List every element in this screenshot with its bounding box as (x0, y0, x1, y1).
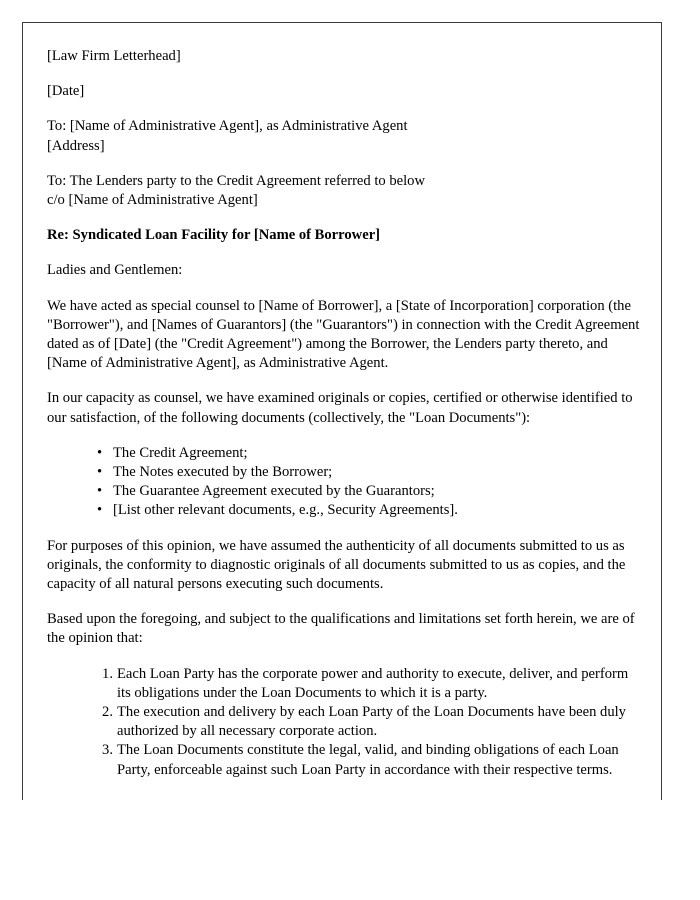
opinions-list (47, 665, 641, 780)
list-item: • [List other relevant documents, e.g., Security Agreements]. (97, 501, 641, 520)
addressee-lenders-line-2: c/o [Name of Administrative Agent] (47, 192, 258, 209)
loan-documents-list (47, 444, 641, 521)
addressee-agent-line-1: To: [Name of Administrative Agent], as Administrative Agent (47, 118, 408, 135)
list-item: • The Notes executed by the Borrower; (97, 463, 641, 482)
document-content (47, 47, 641, 796)
list-item: The Loan Documents constitute the legal, valid, and binding obligations of each Loan Party, enforceable against such Loan Party in accordance with their respective terms. (117, 742, 619, 778)
addressee-agent-line-2: [Address] (47, 137, 105, 154)
list-item: • The Credit Agreement; (97, 444, 641, 463)
addressee-block-lenders (47, 172, 641, 210)
body-paragraph-assumptions: For purposes of this opinion, we have assumed the authenticity of all documents submitted to us as originals, the conformity to diagnostic originals of all documents submitted to us as copies, and the capacity of all natural persons executing such documents. (47, 537, 626, 593)
addressee-block-agent (47, 117, 641, 155)
subject-line: Re: Syndicated Loan Facility for [Name of Borrower] (47, 227, 381, 244)
document-page (22, 22, 662, 800)
salutation: Ladies and Gentlemen: (47, 262, 183, 279)
list-item: Each Loan Party has the corporate power and authority to execute, deliver, and perform its obligations under the Loan Documents to which it is a party. (117, 665, 629, 701)
list-item: The execution and delivery by each Loan Party of the Loan Documents have been duly authorized by all necessary corporate action. (117, 704, 626, 740)
date-placeholder: [Date] (47, 83, 85, 100)
body-paragraph-documents-examined: In our capacity as counsel, we have examined originals or copies, certified or otherwise identified to our satisfaction, of the following documents (collectively, the "Loan Documents"): (47, 390, 633, 426)
addressee-lenders-line-1: To: The Lenders party to the Credit Agreement referred to below (47, 172, 426, 189)
body-paragraph-opinion-intro: Based upon the foregoing, and subject to the qualifications and limitations set forth herein, we are of the opinion that: (47, 611, 635, 647)
list-item: • The Guarantee Agreement executed by the Guarantors; (97, 482, 641, 501)
letterhead-placeholder: [Law Firm Letterhead] (47, 48, 181, 64)
body-paragraph-engagement: We have acted as special counsel to [Name of Borrower], a [State of Incorporation] corporation (the "Borrower"), and [Names of Guarantors] (the "Guarantors") in connection with the Credit Agreement dated as of [Date] (the "Credit Agreement") among the Borrower, the Lenders party thereto, and [Name of Administrative Agent], as Administrative Agent. (47, 297, 640, 372)
